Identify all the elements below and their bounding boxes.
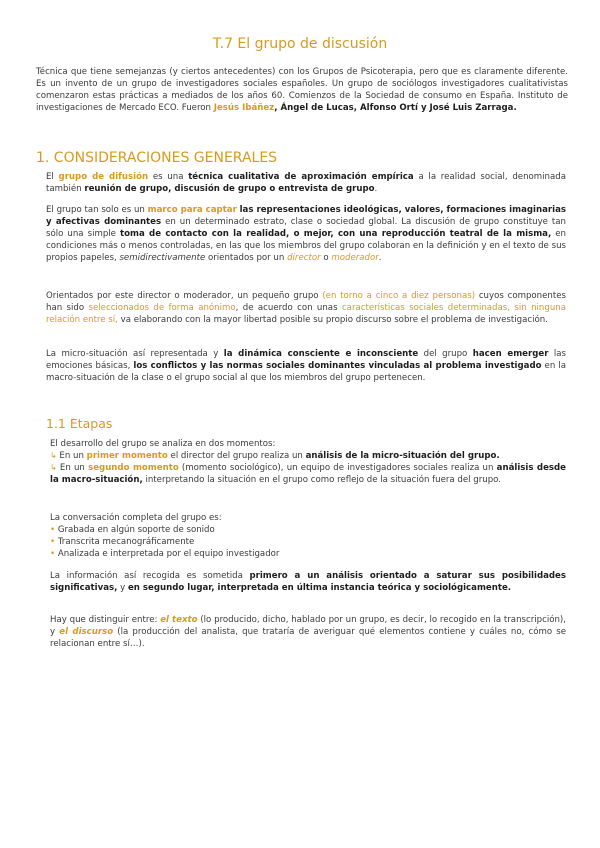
p6-b: el texto — [160, 615, 198, 625]
m2-e: interpretando la situación en el grupo como reflejo de la situación fuera del grupo. — [142, 475, 502, 485]
m2-d: análisis desde la macro-situación, — [50, 463, 566, 485]
moment-2 — [50, 462, 566, 486]
paragraph-6 — [50, 614, 566, 650]
p2-i: orientados por un — [205, 253, 288, 263]
arrow-icon: ↳ — [50, 463, 57, 472]
p3-d: seleccionados de forma anónimo — [88, 303, 236, 313]
list-item-text: Grabada en algún soporte de sonido — [57, 525, 215, 535]
p5-c: y — [117, 583, 128, 593]
p2-k: o — [320, 253, 332, 263]
p4-f: los conflictos y las normas sociales dominantes vinculadas al problema investigado — [133, 361, 542, 371]
list-item — [50, 536, 566, 548]
paragraph-4 — [46, 348, 566, 384]
intro-text: Técnica que tiene semejanzas (y ciertos antecedentes) con los Grupos de Psicoterapia, pero que es claramente diferente. Es un invento de un grupo de investigadores sociales españoles. Un grupo de sociólogos investigadores cualitativistas comenzaron estas prácticas a mediados de los años 60. Comienzos de la Sociedad de consumo en España. Instituto de investigaciones de Mercado ECO. — [36, 67, 568, 113]
p4-a: La micro-situación así representada y — [46, 349, 224, 359]
p2-a: El grupo tan solo es un — [46, 205, 148, 215]
p1-g: . — [374, 184, 378, 194]
p6-d: el discurso — [59, 627, 114, 637]
paragraph-1 — [46, 171, 566, 195]
p4-g: en la macro-situación de la clase o el grupo social al que los miembros del grupo pertenecen. — [46, 361, 566, 383]
list-item-text: Transcrita mecanográficamente — [57, 537, 195, 547]
p3-g: va elaborando con la mayor libertad posible su propio discurso sobre el problema de investigación. — [117, 315, 548, 325]
p1-a: El — [46, 172, 59, 182]
intro-authors-prefix: Fueron — [181, 103, 214, 113]
list-item — [50, 548, 566, 560]
section-heading: 1. CONSIDERACIONES GENERALES — [36, 150, 278, 166]
paragraph-5 — [50, 570, 566, 594]
p5-b: primero a un análisis orientado a saturar sus posibilidades significativas, — [50, 571, 566, 593]
page-title: T.7 El grupo de discusión — [212, 36, 388, 52]
m1-d: análisis de la micro-situación del grupo. — [305, 451, 500, 461]
m1-b: primer momento — [86, 451, 168, 461]
author-highlight: Jesús Ibáñez — [213, 103, 275, 113]
p6-c: (lo producido, dicho, hablado por un grupo, es decir, lo recogido en la transcripción), y — [50, 615, 566, 637]
p1-e: a la realidad social, denominada también — [46, 172, 566, 194]
p3-e: , de acuerdo con unas — [235, 303, 342, 313]
moment-1 — [50, 450, 566, 462]
p4-d: hacen emerger — [472, 349, 549, 359]
arrow-icon: ↳ — [50, 451, 57, 460]
p2-j: director — [287, 253, 321, 263]
p4-b: la dinámica consciente e inconsciente — [223, 349, 419, 359]
p3-b: (en torno a cinco a diez personas) — [322, 291, 476, 301]
intro-paragraph — [36, 66, 568, 114]
p6-a: Hay que distinguir entre: — [50, 615, 161, 625]
p2-d: las representaciones ideológicas, valores, formaciones imaginarias y afectivas dominantes — [46, 205, 566, 227]
p2-e: en un determinado estrato, clase o sociedad global. La discusión de grupo constituye tan sólo una simple — [46, 217, 566, 239]
p2-m: . — [378, 253, 382, 263]
m1-c: el director del grupo realiza un — [167, 451, 306, 461]
p4-e: las emociones básicas, — [46, 349, 566, 371]
p2-l: moderador — [331, 253, 379, 263]
p5-d: en segundo lugar, interpretada en última instancia teórica y sociológicamente. — [127, 583, 512, 593]
p1-c: es una — [148, 172, 189, 182]
p3-f: características sociales determinadas, sin ninguna relación entre sí, — [46, 303, 566, 325]
p6-e: (la producción del analista, que trataría de averiguar qué elementos contiene y cuáles no, cómo se relacionan entre sí…). — [50, 627, 567, 649]
p2-f: toma de contacto con la realidad, o mejor, con una reproducción teatral de la misma, — [120, 229, 552, 239]
p1-b: grupo de difusión — [58, 172, 149, 182]
stages-block — [50, 438, 566, 486]
list-item — [50, 524, 566, 536]
p3-a: Orientados por este director o moderador, un pequeño grupo — [46, 291, 323, 301]
stages-lead: El desarrollo del grupo se analiza en dos momentos: — [50, 439, 276, 449]
p2-g: en condiciones más o menos controladas, en las que los miembros del grupo colaboran en la definición y en el texto de sus propios papeles, — [46, 229, 566, 263]
list-item-text: Analizada e interpretada por el equipo investigador — [57, 549, 280, 559]
p1-d: técnica cualitativa de aproximación empírica — [188, 172, 414, 182]
subsection-heading: 1.1 Etapas — [46, 416, 113, 431]
p4-c: del grupo — [418, 349, 473, 359]
m1-a: En un — [56, 451, 87, 461]
p3-c: cuyos componentes han sido — [46, 291, 566, 313]
p2-b: marco para captar — [147, 205, 237, 215]
p1-f: reunión de grupo, discusión de grupo o entrevista de grupo — [84, 184, 375, 194]
m2-b: segundo momento — [88, 463, 179, 473]
p5-a: La información así recogida es sometida — [50, 571, 250, 581]
dot-icon: • — [50, 525, 58, 535]
m2-a: En un — [56, 463, 89, 473]
conversation-lead: La conversación completa del grupo es: — [50, 513, 222, 523]
m2-c: (momento sociológico), un equipo de investigadores sociales realiza un — [178, 463, 497, 473]
dot-icon: • — [50, 537, 58, 547]
paragraph-3 — [46, 290, 566, 326]
p2-h: semidirectivamente — [119, 253, 206, 263]
paragraph-2 — [46, 204, 566, 264]
conversation-block — [50, 512, 566, 560]
dot-icon: • — [50, 549, 58, 559]
authors-rest: , Ángel de Lucas, Alfonso Ortí y José Luis Zarraga. — [274, 103, 517, 113]
